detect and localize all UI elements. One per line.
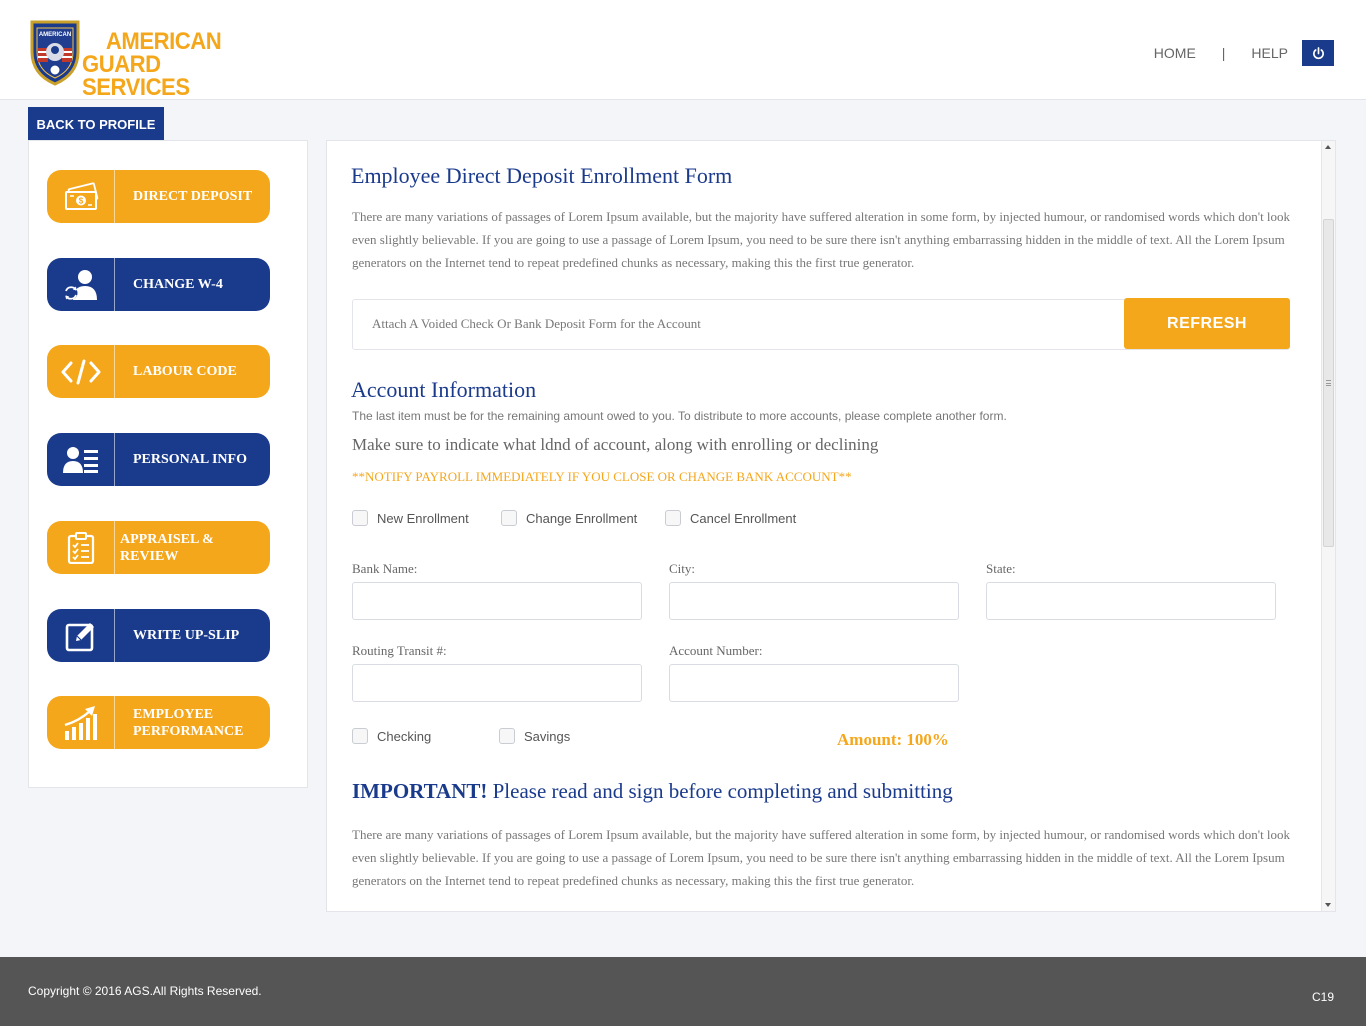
checkbox-label: Cancel Enrollment bbox=[690, 510, 797, 526]
sidebar bbox=[28, 140, 308, 788]
sidebar-item-label: LABOUR CODE bbox=[133, 364, 237, 379]
money-icon bbox=[47, 170, 115, 223]
state-field[interactable] bbox=[986, 582, 1276, 620]
change-enrollment-checkbox[interactable] bbox=[501, 510, 637, 526]
amount-value: Amount: 100% bbox=[837, 730, 949, 749]
sidebar-item-label: APPRAISEL & REVIEW bbox=[120, 531, 214, 564]
checkbox-label: Checking bbox=[377, 728, 432, 744]
routing-label: Routing Transit #: bbox=[352, 643, 447, 658]
sidebar-item-labour-code[interactable] bbox=[47, 345, 270, 398]
checkbox-box[interactable] bbox=[352, 728, 368, 744]
city-label: City: bbox=[669, 561, 696, 576]
checkbox-label: Savings bbox=[524, 728, 571, 744]
sidebar-item-personal-info[interactable] bbox=[47, 433, 270, 486]
account-info-title: Account Information bbox=[351, 377, 537, 402]
form-intro-text: There are many variations of passages of Lorem Ipsum available, but the majority have suffered alteration in some form, by injected humour, or randomised words which don't look even slightly believable. If you are going to use a passage of Lorem Ipsum, you need to be sure there isn't anything embarrassing hidden in the middle of text. All the Lorem Ipsum generators on the Internet tend to repeat predefined chunks as necessary, making this the first true generator. bbox=[352, 209, 1291, 270]
logout-button[interactable] bbox=[1302, 40, 1334, 66]
sidebar-item-label bbox=[115, 706, 270, 740]
refresh-button[interactable]: REFRESH bbox=[1124, 298, 1290, 349]
checkbox-box[interactable] bbox=[501, 510, 517, 526]
sidebar-item-label: DIRECT DEPOSIT bbox=[133, 189, 253, 204]
power-icon bbox=[1312, 47, 1325, 60]
important-text: Please read and sign before completing and submitting bbox=[487, 779, 953, 803]
closing-text: There are many variations of passages of Lorem Ipsum available, but the majority have suffered alteration in some form, by injected humour, or randomised words which don't look even slightly believable. If you are going to use a passage of Lorem Ipsum, you need to be sure there isn't anything embarrassing hidden in the middle of text. All the Lorem Ipsum generators on the Internet tend to repeat predefined chunks as necessary, making this the first true generator. bbox=[352, 827, 1291, 888]
top-nav bbox=[1154, 40, 1334, 66]
checkbox-label: New Enrollment bbox=[377, 510, 469, 526]
brand-name bbox=[82, 30, 253, 99]
home-link[interactable]: HOME bbox=[1153, 45, 1196, 61]
bank-name-field[interactable] bbox=[352, 582, 642, 620]
bank-name-label: Bank Name: bbox=[352, 561, 418, 576]
routing-field[interactable] bbox=[352, 664, 642, 702]
footer-code: C19 bbox=[1311, 990, 1334, 1004]
shield-logo-icon bbox=[28, 18, 82, 86]
cancel-enrollment-checkbox[interactable] bbox=[665, 510, 796, 526]
checking-checkbox[interactable] bbox=[352, 728, 431, 744]
svg-text:$: $ bbox=[78, 196, 83, 205]
vertical-scrollbar[interactable] bbox=[1321, 141, 1335, 911]
sidebar-item-write-up-slip[interactable] bbox=[47, 609, 270, 662]
clipboard-check-icon bbox=[47, 521, 115, 574]
account-note: The last item must be for the remaining amount owed to you. To distribute to more accounts, please complete another form. bbox=[352, 409, 1007, 423]
code-icon bbox=[47, 345, 115, 398]
checkbox-box[interactable] bbox=[665, 510, 681, 526]
grip-icon bbox=[1326, 380, 1331, 386]
header bbox=[0, 0, 1366, 100]
city-field[interactable] bbox=[669, 582, 959, 620]
attach-file-input[interactable] bbox=[352, 299, 1290, 350]
brand-line-2: GUARD SERVICES bbox=[82, 51, 190, 101]
sidebar-item-label: CHANGE W-4 bbox=[133, 277, 223, 292]
savings-checkbox[interactable] bbox=[499, 728, 570, 744]
user-list-icon bbox=[47, 433, 115, 486]
scroll-thumb[interactable] bbox=[1323, 219, 1334, 547]
important-heading bbox=[352, 779, 953, 804]
account-number-field[interactable] bbox=[669, 664, 959, 702]
sidebar-item-label: PERSONAL INFO bbox=[133, 452, 247, 467]
scroll-up-icon[interactable] bbox=[1325, 145, 1331, 149]
brand-logo[interactable] bbox=[28, 18, 268, 101]
scroll-down-icon[interactable] bbox=[1325, 903, 1331, 907]
checkbox-box[interactable] bbox=[352, 510, 368, 526]
sidebar-item-direct-deposit[interactable] bbox=[47, 170, 270, 223]
copyright-text: Copyright © 2016 AGS.All Rights Reserved. bbox=[28, 984, 262, 998]
growth-chart-icon bbox=[47, 696, 115, 749]
form-title: Employee Direct Deposit Enrollment Form bbox=[351, 163, 733, 188]
sidebar-item-appraisel-review[interactable] bbox=[47, 521, 270, 574]
sidebar-item-change-w4[interactable] bbox=[47, 258, 270, 311]
notify-payroll-warning: **NOTIFY PAYROLL IMMEDIATELY IF YOU CLOSE OR CHANGE BANK ACCOUNT** bbox=[352, 469, 852, 484]
user-refresh-icon bbox=[47, 258, 115, 311]
svg-text:AMERICAN: AMERICAN bbox=[38, 32, 72, 38]
sidebar-item-label: WRITE UP-SLIP bbox=[133, 628, 240, 643]
state-label: State: bbox=[986, 561, 1016, 576]
checkbox-box[interactable] bbox=[499, 728, 515, 744]
footer bbox=[0, 957, 1366, 1026]
account-instruction: Make sure to indicate what ldnd of account, along with enrolling or declining bbox=[352, 435, 879, 454]
sidebar-item-label-line-2: PERFORMANCE bbox=[133, 723, 244, 739]
sidebar-item-employee-performance[interactable] bbox=[47, 696, 270, 749]
brand-line-1: AMERICAN bbox=[105, 28, 222, 55]
attach-placeholder: Attach A Voided Check Or Bank Deposit Form for the Account bbox=[372, 316, 701, 331]
nav-separator: | bbox=[1221, 45, 1226, 61]
help-link[interactable]: HELP bbox=[1251, 45, 1288, 61]
important-label: IMPORTANT! bbox=[352, 779, 488, 803]
new-enrollment-checkbox[interactable] bbox=[352, 510, 469, 526]
sidebar-item-label-line-1: EMPLOYEE bbox=[133, 706, 214, 722]
enrollment-form-panel bbox=[326, 140, 1336, 912]
edit-icon bbox=[47, 609, 115, 662]
account-number-label: Account Number: bbox=[669, 643, 763, 658]
back-to-profile-button[interactable]: BACK TO PROFILE bbox=[28, 107, 164, 141]
checkbox-label: Change Enrollment bbox=[526, 510, 638, 526]
